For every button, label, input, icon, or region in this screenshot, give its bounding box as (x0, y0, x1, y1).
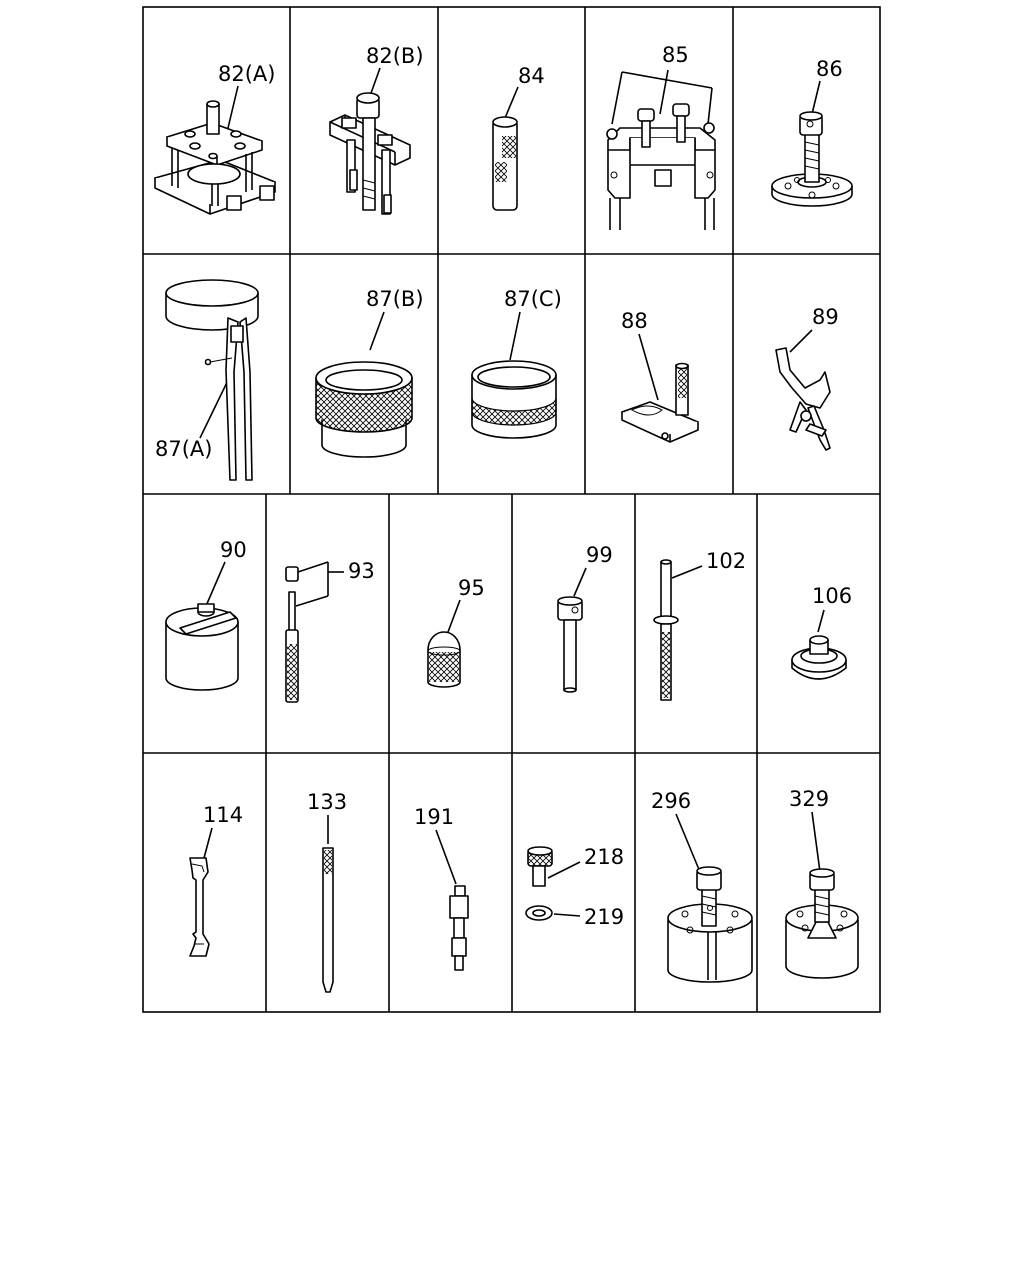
part-82a-drawing (155, 101, 275, 214)
part-89-cell (776, 305, 839, 450)
part-87b-cell (316, 287, 424, 457)
part-label-89: 89 (812, 305, 839, 329)
part-label-87b: 87(B) (366, 287, 424, 311)
part-86-cell (772, 57, 852, 206)
part-329-drawing (786, 869, 858, 978)
part-label-99: 99 (586, 543, 613, 567)
part-329-cell (786, 787, 858, 978)
part-87a-cell (155, 280, 258, 480)
part-label-102: 102 (706, 549, 747, 573)
part-95-drawing (428, 632, 460, 687)
part-label-87a: 87(A) (155, 437, 213, 461)
part-label-218: 218 (584, 845, 625, 869)
part-label-90: 90 (220, 538, 247, 562)
part-106-cell (792, 584, 852, 679)
part-114-cell (190, 803, 243, 956)
part-87c-drawing (472, 361, 556, 438)
part-label-85: 85 (662, 43, 689, 67)
part-label-106: 106 (812, 584, 853, 608)
part-93-drawing (286, 567, 298, 702)
part-90-cell (166, 538, 247, 690)
part-296-drawing (668, 867, 752, 982)
part-label-88: 88 (621, 309, 648, 333)
part-133-cell (307, 790, 347, 992)
part-82b-drawing (330, 93, 410, 214)
part-95-cell (428, 576, 485, 687)
part-label-296: 296 (651, 789, 692, 813)
part-219-drawing (526, 906, 552, 920)
part-99-cell (558, 543, 613, 692)
part-label-191: 191 (414, 805, 455, 829)
part-84-cell (493, 64, 545, 210)
part-102-drawing (654, 560, 678, 700)
part-85-cell (607, 43, 715, 230)
part-label-84: 84 (518, 64, 545, 88)
part-296-cell (651, 789, 752, 982)
part-86-drawing (772, 112, 852, 206)
part-label-329: 329 (789, 787, 830, 811)
part-102-cell (654, 549, 746, 700)
part-label-114: 114 (203, 803, 244, 827)
part-218-drawing (528, 847, 552, 886)
part-106-drawing (792, 636, 846, 679)
part-label-93: 93 (348, 559, 375, 583)
part-114-drawing (190, 858, 209, 956)
part-82a-cell (155, 62, 275, 214)
part-133-drawing (323, 848, 333, 992)
part-90-drawing (166, 604, 238, 690)
part-label-87c: 87(C) (504, 287, 562, 311)
part-label-95: 95 (458, 576, 485, 600)
part-218-219-cell (526, 845, 624, 929)
part-87c-cell (472, 287, 562, 438)
part-93-cell (286, 559, 375, 702)
part-label-86: 86 (816, 57, 843, 81)
part-99-drawing (558, 597, 582, 692)
part-89-drawing (776, 348, 830, 450)
part-label-82b: 82(B) (366, 44, 424, 68)
part-85-drawing (607, 104, 715, 230)
part-label-82a: 82(A) (218, 62, 276, 86)
part-label-219: 219 (584, 905, 625, 929)
part-191-cell (414, 805, 468, 970)
part-84-drawing (493, 117, 517, 210)
part-191-drawing (450, 886, 468, 970)
part-87b-drawing (316, 362, 412, 457)
part-82b-cell (330, 44, 424, 214)
part-label-133: 133 (307, 790, 348, 814)
part-88-cell (621, 309, 698, 442)
part-88-drawing (622, 364, 698, 443)
